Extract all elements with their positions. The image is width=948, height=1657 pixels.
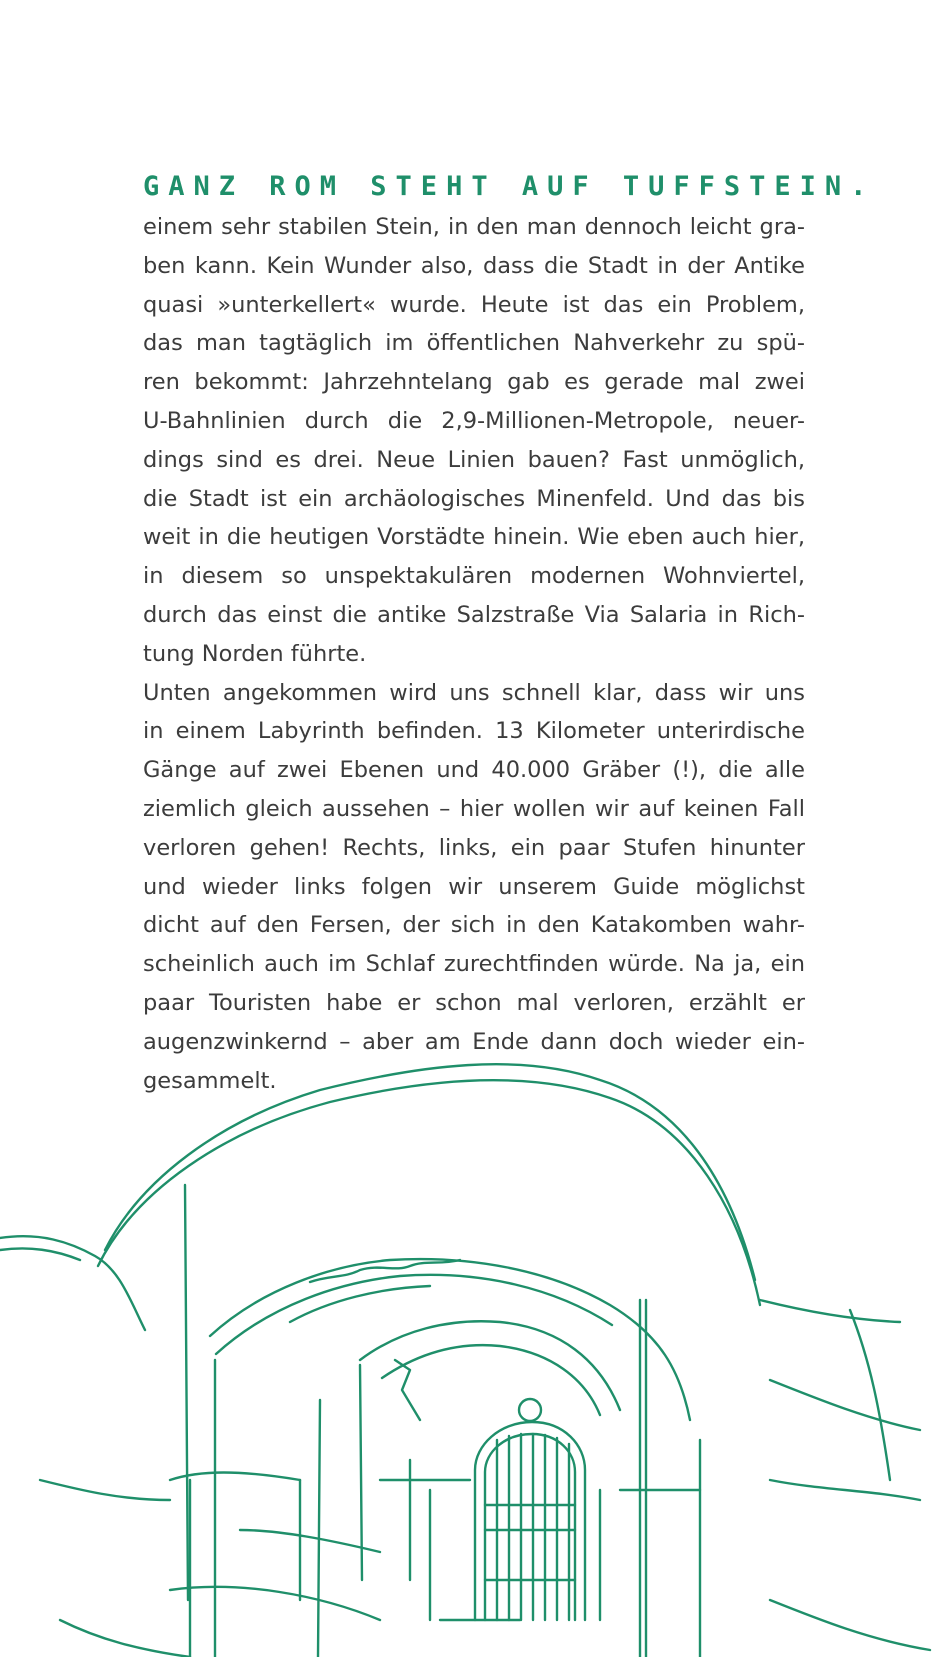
catacomb-arch-sketch-icon bbox=[0, 1060, 948, 1657]
text-line: gesammelt. bbox=[143, 1067, 277, 1094]
text-line: Unten angekommen wird uns schnell klar, dass wir uns bbox=[143, 679, 805, 706]
text-line: augenzwinkernd – aber am Ende dann doch wieder ein- bbox=[143, 1028, 805, 1055]
text-line: die Stadt ist ein archäologisches Minenfeld. Und das bis bbox=[143, 485, 805, 512]
text-line: scheinlich auch im Schlaf zurechtfinden würde. Na ja, ein bbox=[143, 951, 805, 978]
text-line: dings sind es drei. Neue Linien bauen? Fast unmöglich, bbox=[143, 446, 805, 473]
text-line: ben kann. Kein Wunder also, dass die Stadt in der Antike bbox=[143, 252, 805, 279]
text-line: und wieder links folgen wir unserem Guide möglichst bbox=[143, 873, 805, 900]
text-line: Gänge auf zwei Ebenen und 40.000 Gräber (!), die alle bbox=[143, 757, 805, 784]
text-line: U-Bahnlinien durch die 2,9-Millionen-Metropole, neuer- bbox=[143, 407, 805, 434]
body-text bbox=[143, 208, 805, 1100]
text-line: ren bekommt: Jahrzehntelang gab es gerade mal zwei bbox=[143, 369, 805, 396]
text-line: in einem Labyrinth befinden. 13 Kilometer unterirdische bbox=[143, 718, 805, 745]
text-line: in diesem so unspektakulären modernen Wohnviertel, bbox=[143, 563, 805, 590]
text-line: das man tagtäglich im öffentlichen Nahverkehr zu spü- bbox=[143, 330, 805, 357]
text-line: verloren gehen! Rechts, links, ein paar Stufen hinunter bbox=[143, 834, 805, 861]
text-line: einem sehr stabilen Stein, in den man dennoch leicht gra- bbox=[143, 214, 805, 240]
text-line: weit in die heutigen Vorstädte hinein. Wie eben auch hier, bbox=[143, 524, 805, 551]
text-line: durch das einst die antike Salzstraße Via Salaria in Rich- bbox=[143, 601, 805, 628]
text-line: ziemlich gleich aussehen – hier wollen wir auf keinen Fall bbox=[143, 795, 805, 822]
text-line: paar Touristen habe er schon mal verloren, erzählt er bbox=[143, 989, 805, 1016]
text-line: dicht auf den Fersen, der sich in den Katakomben wahr- bbox=[143, 912, 805, 939]
paragraph-1 bbox=[143, 208, 805, 674]
text-line: tung Norden führte. bbox=[143, 640, 367, 667]
text-line: quasi »unterkellert« wurde. Heute ist das ein Problem, bbox=[143, 291, 805, 318]
paragraph-2 bbox=[143, 674, 805, 1101]
chapter-lead-heading: GANZ ROM STEHT AUF TUFFSTEIN. bbox=[143, 171, 876, 202]
